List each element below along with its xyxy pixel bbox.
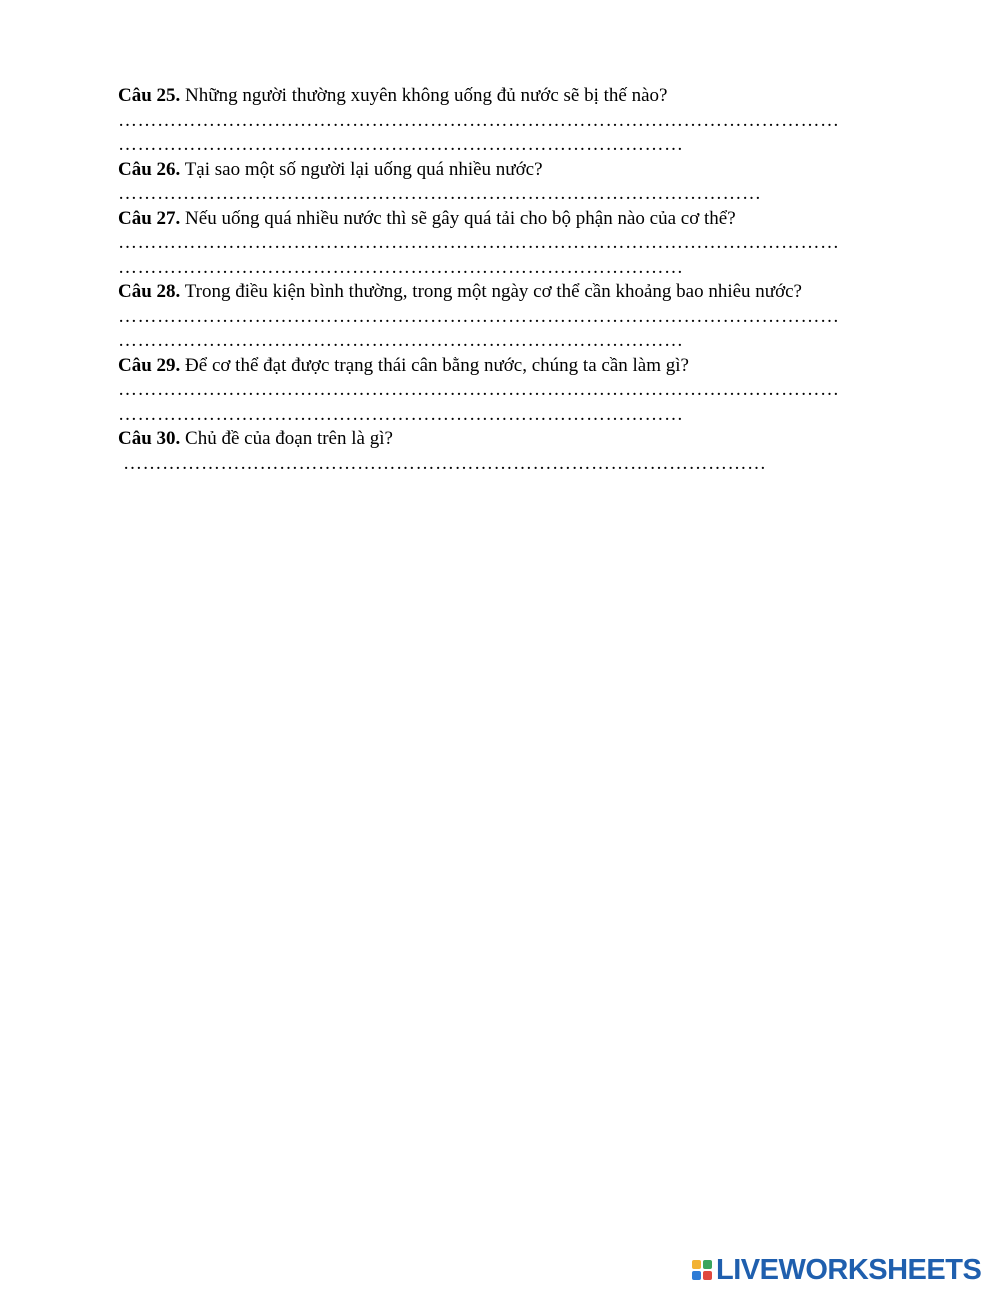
answer-line[interactable]: ………………………………………………………………………………………………… xyxy=(118,379,840,400)
question-text xyxy=(118,84,888,109)
question-26 xyxy=(118,158,888,207)
question-label: Câu 28. xyxy=(118,281,181,302)
question-body: Những người thường xuyên không uống đủ nước sẽ bị thế nào? xyxy=(180,85,668,106)
question-label: Câu 27. xyxy=(118,207,181,229)
question-body: Chủ đề của đoạn trên là gì? xyxy=(180,428,393,449)
question-25 xyxy=(118,84,888,158)
answer-line[interactable]: ………………………………………………………………………………………………… xyxy=(118,232,840,253)
answer-line[interactable]: …………………………………………………………………………… xyxy=(118,256,684,278)
question-body: Trong điều kiện bình thường, trong một ngày cơ thể cần khoảng bao nhiêu nước? xyxy=(180,281,802,302)
answer-line[interactable]: ……………………………………………………………………………………… xyxy=(123,452,767,474)
question-label: Câu 30. xyxy=(118,428,181,449)
question-text xyxy=(118,280,888,305)
question-29 xyxy=(118,354,888,428)
question-label: Câu 25. xyxy=(118,85,181,106)
answer-line[interactable]: …………………………………………………………………………… xyxy=(118,403,684,425)
worksheet xyxy=(118,84,888,476)
question-body: Để cơ thể đạt được trạng thái cân bằng nước, chúng ta cần làm gì? xyxy=(180,354,689,376)
liveworksheets-logo-icon xyxy=(692,1260,712,1280)
liveworksheets-logo xyxy=(692,1254,981,1286)
answer-line[interactable]: ………………………………………………………………………………………………… xyxy=(118,305,840,327)
answer-line[interactable]: ……………………………………………………………………………………… xyxy=(118,183,762,204)
question-label: Câu 26. xyxy=(118,158,181,180)
logo-tile xyxy=(703,1260,712,1269)
logo-tile xyxy=(692,1271,701,1280)
logo-tile xyxy=(692,1260,701,1269)
question-body: Nếu uống quá nhiều nước thì sẽ gây quá tải cho bộ phận nào của cơ thể? xyxy=(180,207,736,229)
question-text xyxy=(118,207,888,232)
logo-tile xyxy=(703,1271,712,1280)
question-text xyxy=(118,354,888,379)
answer-line[interactable]: …………………………………………………………………………… xyxy=(118,134,684,155)
question-27 xyxy=(118,207,888,281)
answer-line[interactable]: …………………………………………………………………………… xyxy=(118,330,684,351)
question-label: Câu 29. xyxy=(118,354,181,376)
question-text xyxy=(118,427,888,452)
question-30 xyxy=(118,427,888,476)
question-text xyxy=(118,158,888,183)
answer-line[interactable]: ………………………………………………………………………………………………… xyxy=(118,109,840,131)
brand-name: LIVEWORKSHEETS xyxy=(716,1254,982,1286)
question-body: Tại sao một số người lại uống quá nhiều nước? xyxy=(180,158,543,180)
question-28 xyxy=(118,280,888,354)
